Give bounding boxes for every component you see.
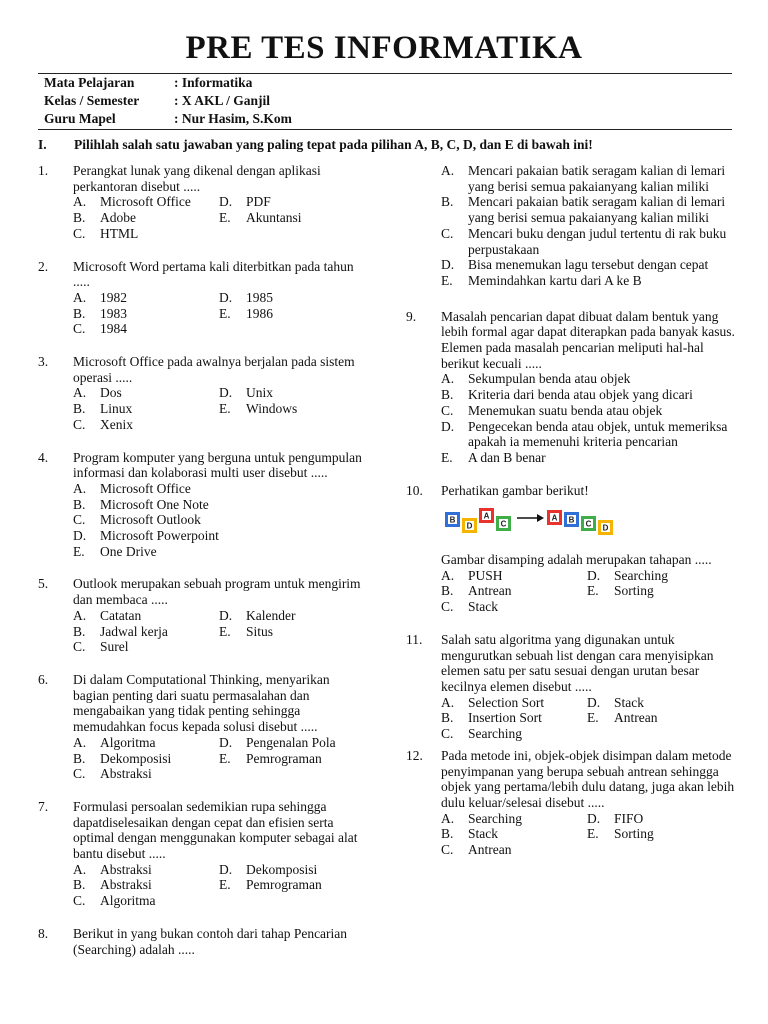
question-text: Formulasi persoalan sedemikian rupa sehingga dapatdiselesaikan dengan cepat dan efisien serta optimal dengan menggunakan komputer sebagai alat bantu disebut ..... — [73, 798, 358, 862]
option-b: B. Dekomposisi — [73, 750, 172, 766]
svg-text:A: A — [551, 513, 558, 523]
question-9 — [406, 309, 736, 466]
meta-block — [44, 74, 292, 128]
option-c: C. Microsoft Outlook — [73, 512, 201, 528]
meta-value: : X AKL / Ganjil — [174, 93, 271, 108]
meta-value: : Nur Hasim, S.Kom — [174, 111, 292, 126]
meta-value: : Informatika — [174, 75, 253, 90]
svg-text:C: C — [500, 519, 507, 529]
question-text: Masalah pencarian dapat dibuat dalam bentuk yang lebih formal agar dapat diterapkan pada banyak kasus. Elemen pada masalah pencarian meliputi hal-hal berikut kecuali ..... — [441, 308, 735, 371]
option-c: C. Abstraksi — [73, 766, 152, 782]
question-number: 1. — [38, 163, 49, 178]
question-text: Outlook merupakan sebuah program untuk mengirim dan membaca ..... — [73, 576, 361, 608]
question-text: Pada metode ini, objek-objek disimpan dalam metode penyimpanan yang berupa sebuah antrean sehingga objek yang pertama/lebih dulu datang, juga akan lebih dulu keluar/selesai disebut ..... — [441, 747, 735, 810]
option-a: A. Microsoft Office — [73, 194, 191, 210]
option-a: A. Abstraksi — [73, 861, 152, 877]
question-text: Salah satu algoritma yang digunakan untuk mengurutkan sebuah list dengan cara menyisipkan elemen satu per satu sesuai dengan urutan besar kecilnya elemen disebut ..... — [441, 631, 714, 694]
option-a: A. Microsoft Office — [73, 480, 191, 496]
option-e: E. 1986 — [219, 305, 273, 321]
option-c: C. Surel — [73, 639, 129, 655]
svg-text:B: B — [449, 515, 456, 525]
option-c: C. Xenix — [73, 416, 133, 432]
meta-label: Guru Mapel — [44, 111, 116, 126]
option-e: E. Pemrograman — [219, 750, 322, 766]
option-d: D. 1985 — [219, 289, 273, 305]
option-e: E. Memindahkan kartu dari A ke B — [441, 272, 642, 288]
question-11 — [406, 632, 736, 742]
option-e: E. Windows — [219, 401, 298, 417]
option-a: A. Sekumpulan benda atau objek — [441, 371, 631, 387]
option-d: D. Microsoft Powerpoint — [73, 528, 219, 544]
option-b: B. Mencari pakaian batik seragam kalian di lemari yang berisi semua pakaianyang kalian miliki — [441, 194, 726, 226]
option-b: B. Insertion Sort — [441, 710, 542, 726]
meta-row-class — [44, 92, 292, 110]
arrow-head-icon — [537, 514, 544, 522]
option-d: D. Stack — [587, 694, 644, 710]
option-d: D. FIFO — [587, 810, 644, 826]
letter-block-b — [445, 512, 460, 527]
question-text: Perangkat lunak yang dikenal dengan aplikasi perkantoran disebut ..... — [73, 163, 321, 194]
question-5 — [38, 576, 368, 655]
sorting-figure — [441, 504, 736, 546]
option-a: A. Dos — [73, 385, 122, 401]
option-b: B. Kriteria dari benda atau objek yang dicari — [441, 387, 693, 403]
option-b: B. Jadwal kerja — [73, 623, 168, 639]
option-e: E. One Drive — [73, 543, 157, 559]
option-d: D. PDF — [219, 194, 271, 210]
question-number: 12. — [406, 747, 423, 763]
option-c: C. 1984 — [73, 321, 127, 337]
option-c: C. Mencari buku dengan judul tertentu di rak buku perpustakaan — [441, 225, 727, 257]
option-a: A. Searching — [441, 810, 522, 826]
question-7 — [38, 799, 368, 909]
option-b: B. Microsoft One Note — [73, 496, 209, 512]
question-8 — [38, 926, 368, 957]
question-text: Perhatikan gambar berikut! — [441, 482, 589, 498]
divider-bottom — [38, 129, 732, 130]
option-d: D. Dekomposisi — [219, 861, 318, 877]
option-c: C. HTML — [73, 225, 139, 241]
option-b: B. Adobe — [73, 210, 136, 226]
option-b: B. Abstraksi — [73, 877, 152, 893]
option-d: D. Pengenalan Pola — [219, 734, 336, 750]
option-b: B. Linux — [73, 401, 133, 417]
option-d: D. Unix — [219, 385, 273, 401]
option-d: D. Searching — [587, 567, 668, 583]
meta-label: Kelas / Semester — [44, 93, 140, 108]
letter-block-b — [564, 512, 579, 527]
meta-label: Mata Pelajaran — [44, 75, 135, 90]
question-text: Microsoft Word pertama kali diterbitkan pada tahun ..... — [73, 258, 354, 290]
option-e: E. Antrean — [587, 710, 658, 726]
section-number: I. — [38, 137, 47, 152]
option-a: A. Algoritma — [73, 734, 156, 750]
question-number: 9. — [406, 308, 417, 324]
option-b: B. Antrean — [441, 583, 512, 599]
question-number: 11. — [406, 631, 423, 647]
option-a: A. PUSH — [441, 567, 503, 583]
question-text: Microsoft Office pada awalnya berjalan pada sistem operasi ..... — [73, 354, 355, 385]
option-a: A. Selection Sort — [441, 694, 545, 710]
section-text: Pilihlah salah satu jawaban yang paling tepat pada pilihan A, B, C, D, dan E di bawah ini! — [74, 137, 593, 152]
option-d: D. Pengecekan benda atau objek, untuk memeriksa apakah ia memenuhi kriteria pencarian — [441, 418, 728, 450]
question-text: Di dalam Computational Thinking, menyarikan bagian penting dari suatu permasalahan dan mengabaikan yang tidak penting sehingga memudahkan focus kepada solusi disebut ..... — [73, 671, 330, 735]
letter-block-d — [598, 520, 613, 535]
svg-text:C: C — [585, 519, 592, 529]
option-a: A. Mencari pakaian batik seragam kalian di lemari yang berisi semua pakaianyang kalian miliki — [441, 163, 726, 194]
question-2 — [38, 259, 368, 338]
option-c: C. Searching — [441, 726, 522, 742]
svg-text:B: B — [568, 515, 575, 525]
question-text: Berikut in yang bukan contoh dari tahap Pencarian (Searching) adalah ..... — [73, 925, 348, 957]
question-number: 3. — [38, 354, 49, 370]
option-d: D. Kalender — [219, 607, 296, 623]
question-10 — [406, 483, 736, 615]
option-e: E. Akuntansi — [219, 210, 302, 226]
section-instruction — [38, 137, 738, 153]
question-number: 6. — [38, 671, 49, 687]
option-b: B. Stack — [441, 826, 498, 842]
question-1 — [38, 163, 368, 242]
option-d: D. Bisa menemukan lagu tersebut dengan cepat — [441, 257, 709, 273]
question-number: 5. — [38, 576, 49, 592]
question-text-2: Gambar disamping adalah merupakan tahapan ..... — [441, 552, 712, 568]
option-e: E. A dan B benar — [441, 449, 546, 465]
letter-block-a — [479, 508, 494, 523]
option-e: E. Situs — [219, 623, 274, 639]
question-6 — [38, 672, 368, 782]
option-c: C. Antrean — [441, 842, 512, 858]
sorting-illustration — [441, 504, 621, 542]
option-c: C. Menemukan suatu benda atau objek — [441, 402, 663, 418]
option-a: A. 1982 — [73, 289, 127, 305]
option-e: E. Sorting — [587, 826, 654, 842]
question-4 — [38, 450, 368, 560]
svg-text:D: D — [602, 523, 609, 533]
question-number: 2. — [38, 258, 49, 274]
page-title: PRE TES INFORMATIKA — [185, 30, 583, 66]
question-number: 10. — [406, 482, 423, 498]
option-b: B. 1983 — [73, 305, 127, 321]
question-number: 7. — [38, 798, 49, 814]
letter-block-d — [462, 518, 477, 533]
left-column — [38, 163, 368, 974]
option-c: C. Algoritma — [73, 893, 156, 909]
question-text: Program komputer yang berguna untuk pengumpulan informasi dan kolaborasi multi user disebut ..... — [73, 449, 362, 481]
question-number: 8. — [38, 925, 49, 941]
meta-row-teacher — [44, 110, 292, 128]
question-3 — [38, 354, 368, 433]
option-c: C. Stack — [441, 599, 498, 615]
option-e: E. Sorting — [587, 583, 654, 599]
option-e: E. Pemrograman — [219, 877, 322, 893]
right-column — [406, 163, 736, 875]
question-12 — [406, 748, 736, 858]
letter-block-c — [581, 516, 596, 531]
letter-block-c — [496, 516, 511, 531]
svg-text:D: D — [466, 521, 473, 531]
option-a: A. Catatan — [73, 607, 142, 623]
letter-block-a — [547, 510, 562, 525]
question-number: 4. — [38, 449, 49, 465]
svg-text:A: A — [483, 511, 490, 521]
question-8-options — [406, 163, 736, 289]
meta-row-subject — [44, 74, 292, 92]
